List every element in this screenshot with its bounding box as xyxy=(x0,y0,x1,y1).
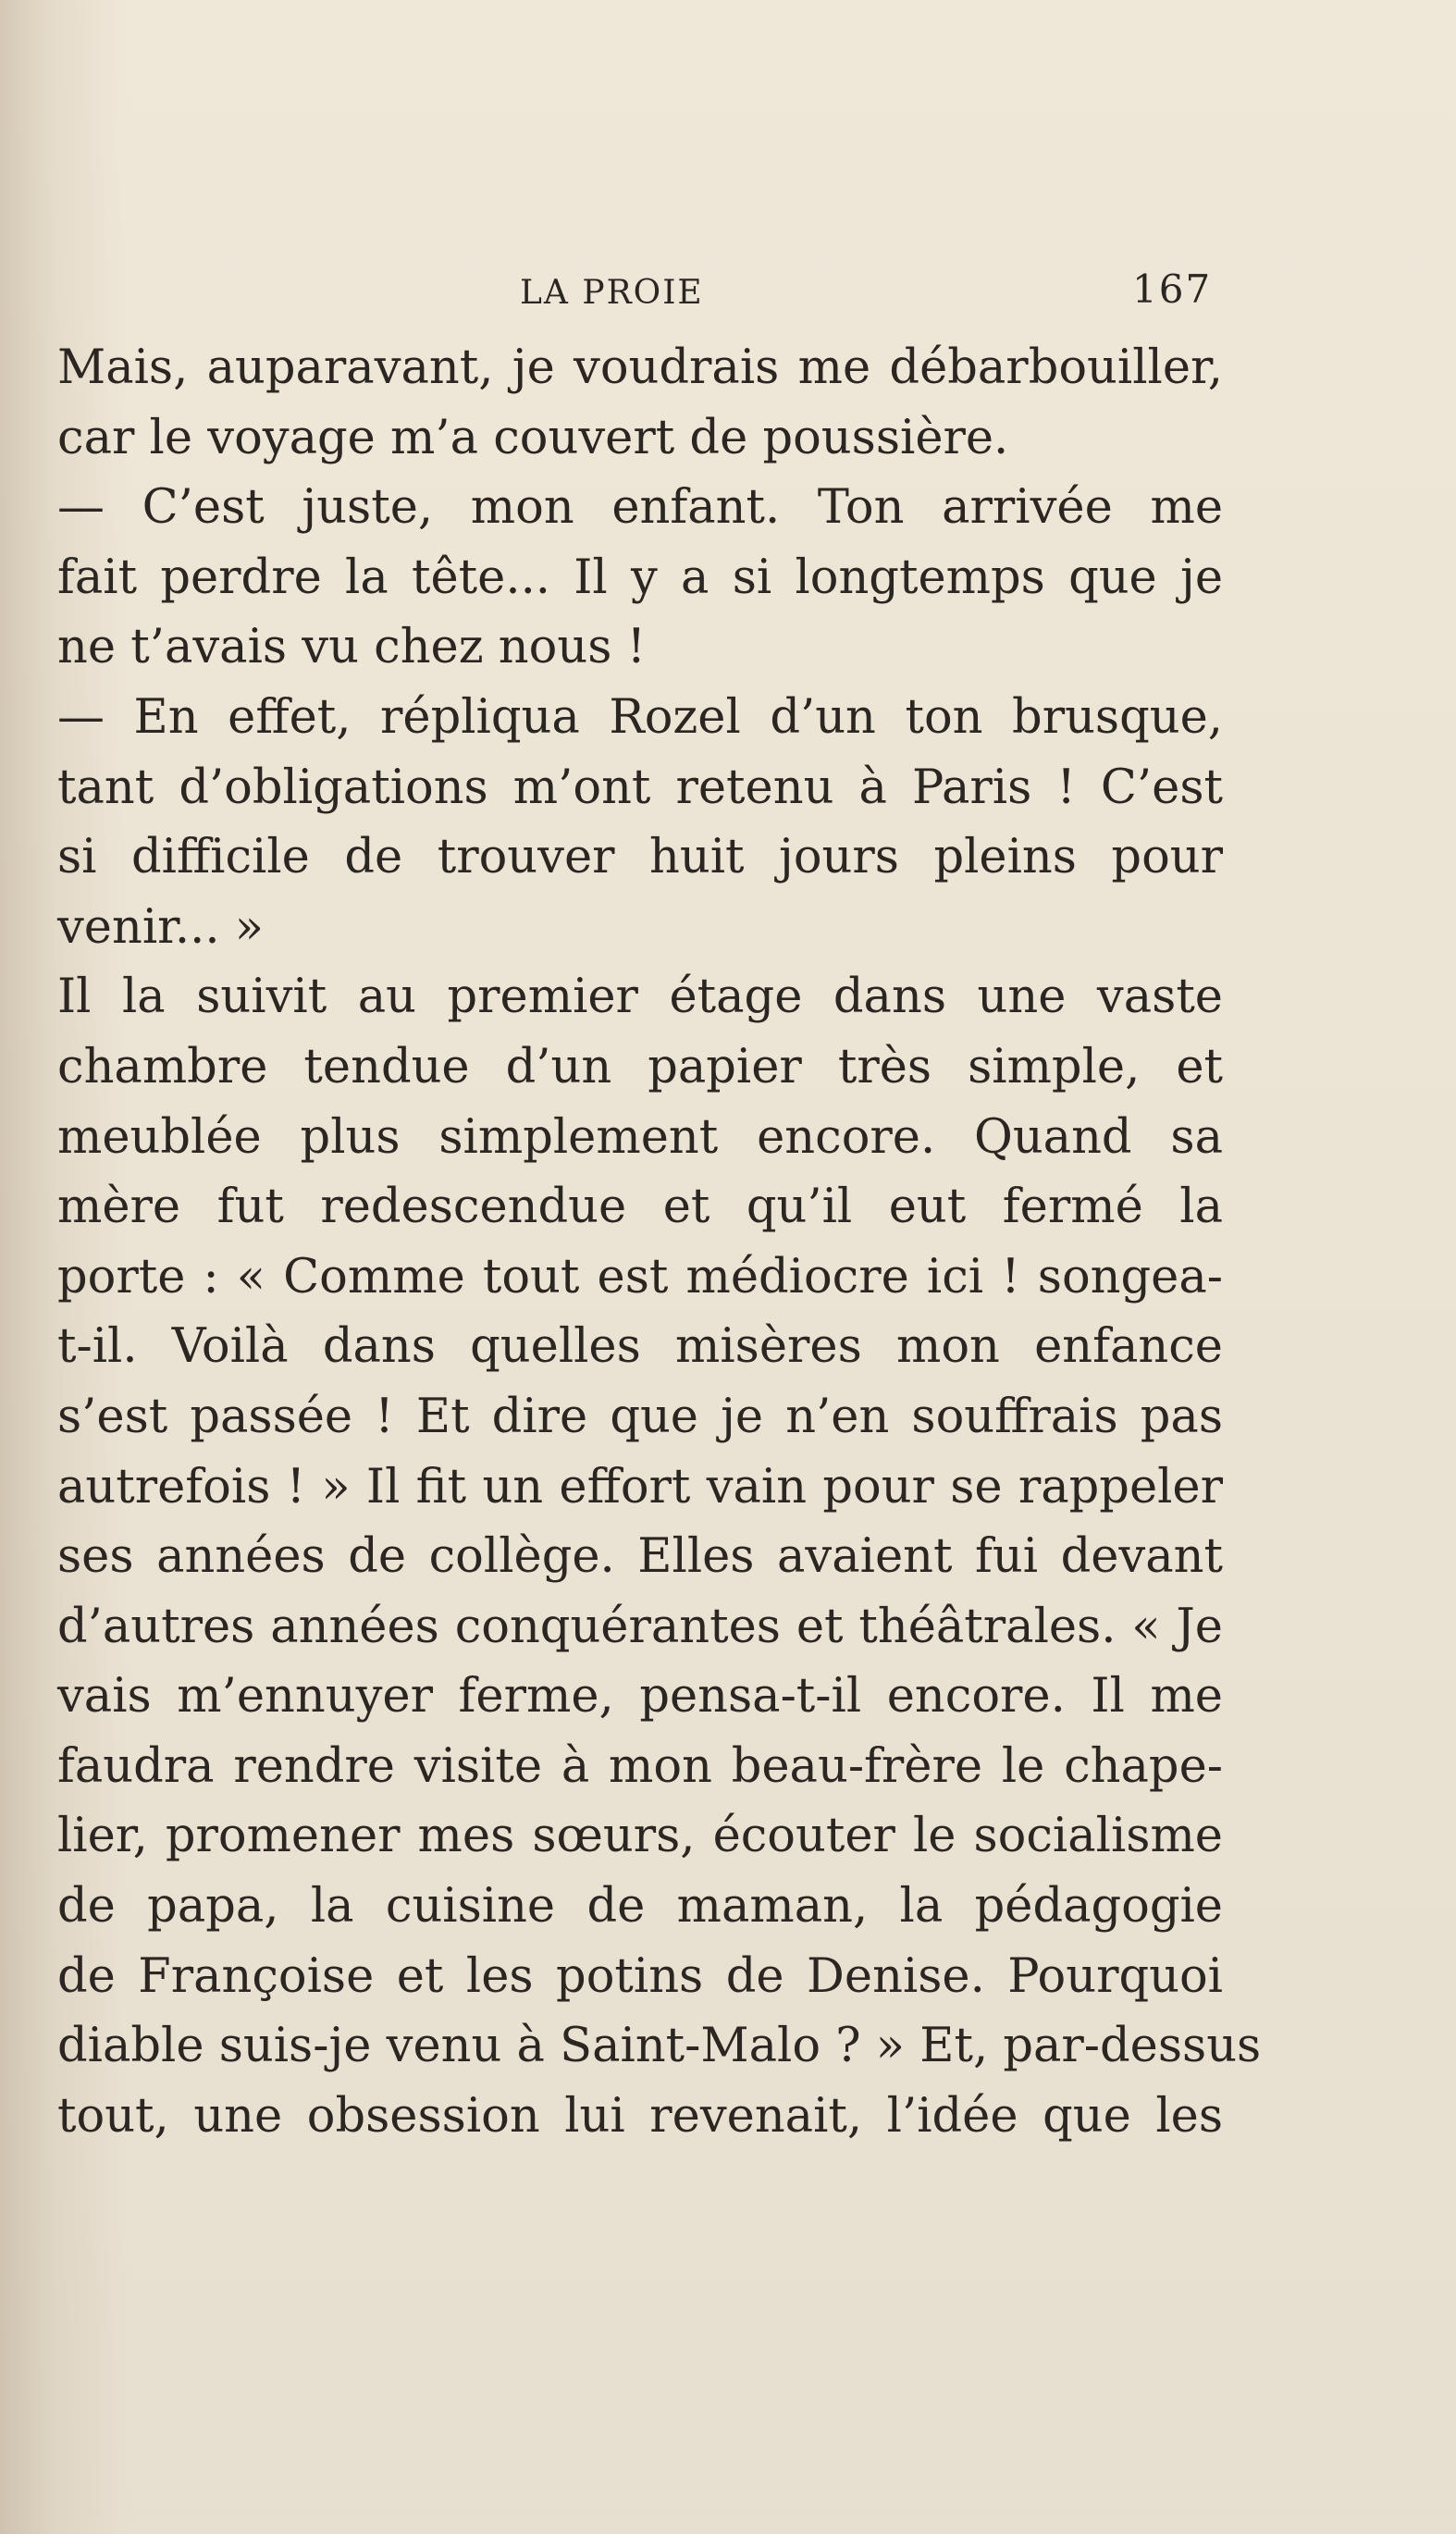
text-line: s’est passée ! Et dire que je n’en souffrais pas xyxy=(57,1389,1223,1444)
text-line: ne t’avais vu chez nous ! xyxy=(57,620,647,675)
text-line: Mais, auparavant, je voudrais me débarbouiller, xyxy=(57,340,1223,395)
text-line: meublée plus simplement encore. Quand sa xyxy=(57,1109,1223,1165)
text-line: diable suis-je venu à Saint-Malo ? » Et, par-dessus xyxy=(57,2019,1262,2074)
text-line: ses années de collège. Elles avaient fui devant xyxy=(57,1529,1223,1585)
text-line: si difficile de trouver huit jours pleins pour xyxy=(57,830,1223,885)
text-line: porte : « Comme tout est médiocre ici ! songea- xyxy=(57,1249,1223,1304)
text-line: tant d’obligations m’ont retenu à Paris ! C’est xyxy=(57,760,1223,815)
text-line: fait perdre la tête... Il y a si longtemps que je xyxy=(57,550,1223,605)
text-line: faudra rendre visite à mon beau-frère le chape- xyxy=(57,1738,1223,1794)
text-line: tout, une obsession lui revenait, l’idée que les xyxy=(57,2088,1223,2144)
page-header xyxy=(0,266,1456,322)
text-line: chambre tendue d’un papier très simple, et xyxy=(57,1039,1223,1094)
text-line: de Françoise et les potins de Denise. Pourquoi xyxy=(57,1948,1223,2004)
text-line: t-il. Voilà dans quelles misères mon enfance xyxy=(57,1319,1223,1375)
text-line: mère fut redescendue et qu’il eut fermé la xyxy=(57,1180,1223,1235)
text-line: Il la suivit au premier étage dans une vaste xyxy=(57,970,1223,1025)
text-line: vais m’ennuyer ferme, pensa-t-il encore. Il me xyxy=(57,1669,1223,1724)
running-title: LA PROIE xyxy=(520,274,704,312)
text-line: de papa, la cuisine de maman, la pédagogie xyxy=(57,1879,1223,1934)
page-number: 167 xyxy=(1132,266,1213,312)
text-line: venir... » xyxy=(57,899,264,955)
text-line: — C’est juste, mon enfant. Ton arrivée me xyxy=(57,480,1223,536)
text-line: d’autres années conquérantes et théâtrales. « Je xyxy=(57,1599,1223,1654)
text-line: autrefois ! » Il fit un effort vain pour se rappeler xyxy=(57,1459,1223,1514)
text-line: — En effet, répliqua Rozel d’un ton brusque, xyxy=(57,689,1223,745)
text-line: lier, promener mes sœurs, écouter le socialisme xyxy=(57,1809,1223,1864)
body-text xyxy=(57,333,1262,2151)
text-line: car le voyage m’a couvert de poussière. xyxy=(57,410,1009,465)
